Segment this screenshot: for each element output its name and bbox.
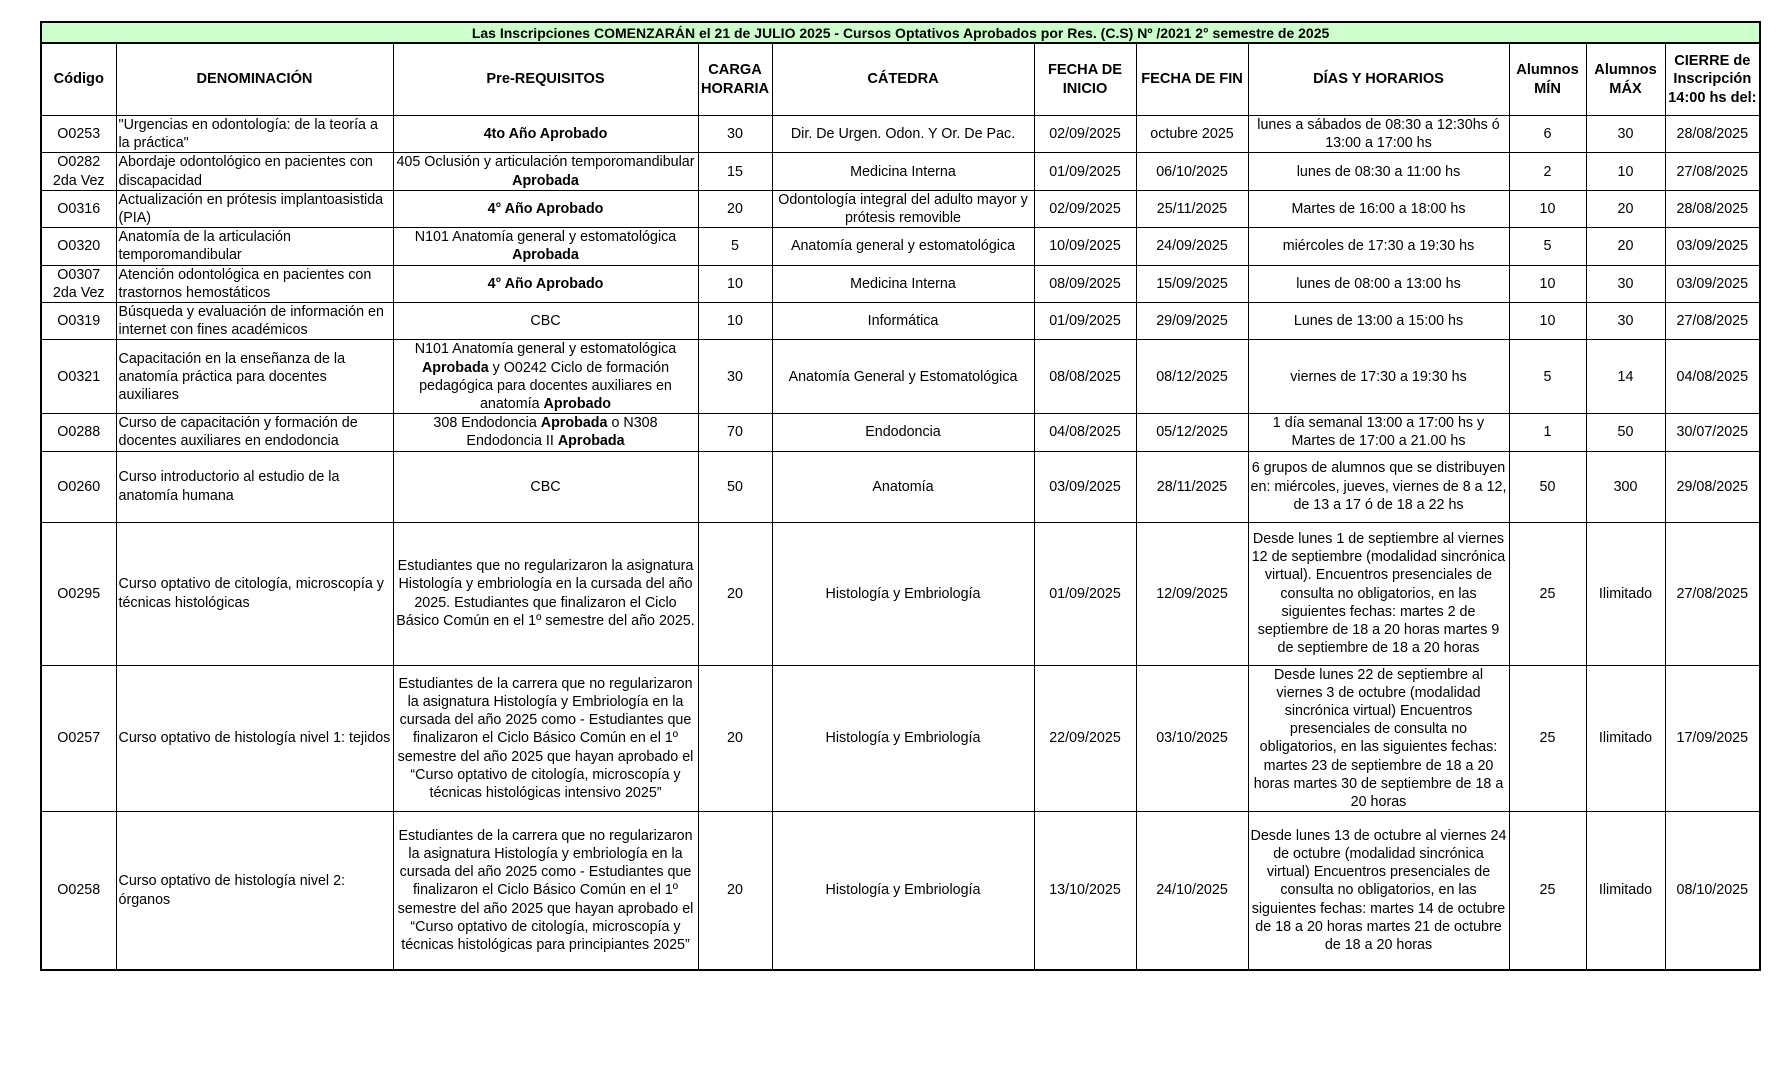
cell-carga-horaria: 30 (698, 340, 772, 414)
course-code-note: 2da Vez (52, 284, 105, 301)
cell-prerequisitos (393, 812, 698, 970)
cell-alumnos-min: 25 (1509, 665, 1586, 812)
course-code: O0307 (57, 266, 101, 283)
cell-fecha-fin: 08/12/2025 (1136, 340, 1248, 414)
prerequisite-text: Estudiantes que no regularizaron la asignatura Histología y embriología en la cursada del año 2025. Estudiantes que finalizaron el Ciclo Básico Común en el 1º semestre del año 2025. (396, 558, 695, 629)
cell-dias-horarios: Desde lunes 22 de septiembre al viernes 3 de octubre (modalidad sincrónica virtual) Encuentros presenciales de consulta no obligatorios, en las siguientes fechas: martes 23 de septiembre de 18 a 20 horas martes 30 de septiembre de 18 a 20 horas (1248, 665, 1509, 812)
prerequisite-text: CBC (530, 478, 561, 495)
course-code: O0319 (57, 313, 101, 330)
course-code: O0316 (57, 200, 101, 217)
cell-codigo (41, 265, 116, 302)
table-row (41, 451, 1760, 522)
course-code: O0258 (57, 882, 101, 899)
prerequisite-text: y O0242 Ciclo de formación pedagógica para docentes auxiliares en anatomía (419, 359, 672, 413)
course-code: O0288 (57, 424, 101, 441)
cell-fecha-inicio: 03/09/2025 (1034, 451, 1136, 522)
cell-carga-horaria: 20 (698, 522, 772, 665)
cell-carga-horaria: 20 (698, 665, 772, 812)
header-cierre (1665, 43, 1760, 116)
header-carga-line1: CARGA (708, 62, 762, 79)
cell-cierre: 03/09/2025 (1665, 228, 1760, 265)
header-prerequisitos: Pre-REQUISITOS (393, 43, 698, 116)
cell-codigo (41, 116, 116, 153)
cell-alumnos-max: 20 (1586, 190, 1665, 227)
cell-alumnos-max: Ilimitado (1586, 665, 1665, 812)
prerequisite-emphasis: 4° Año Aprobado (487, 275, 604, 292)
cell-carga-horaria: 10 (698, 303, 772, 340)
cell-prerequisitos (393, 116, 698, 153)
cell-denominacion: Abordaje odontológico en pacientes con discapacidad (116, 153, 393, 190)
cell-codigo (41, 451, 116, 522)
table-row (41, 153, 1760, 190)
cell-fecha-fin: 03/10/2025 (1136, 665, 1248, 812)
prerequisite-emphasis: Aprobada (557, 433, 625, 450)
cell-codigo (41, 665, 116, 812)
table-row (41, 116, 1760, 153)
cell-carga-horaria: 20 (698, 190, 772, 227)
cell-alumnos-min: 10 (1509, 265, 1586, 302)
cell-cierre: 28/08/2025 (1665, 116, 1760, 153)
header-cierre-line1: CIERRE de (1674, 53, 1751, 70)
cell-alumnos-max: 50 (1586, 414, 1665, 451)
table-row (41, 303, 1760, 340)
header-cierre-line3: 14:00 hs del: (1668, 89, 1757, 106)
header-cierre-line2: Inscripción (1673, 71, 1752, 88)
cell-alumnos-max: 300 (1586, 451, 1665, 522)
cell-cierre: 04/08/2025 (1665, 340, 1760, 414)
cell-codigo (41, 303, 116, 340)
cell-cierre: 29/08/2025 (1665, 451, 1760, 522)
cell-prerequisitos (393, 522, 698, 665)
cell-catedra: Odontología integral del adulto mayor y prótesis removible (772, 190, 1034, 227)
cell-denominacion: Búsqueda y evaluación de información en internet con fines académicos (116, 303, 393, 340)
header-min-line1: Alumnos (1516, 62, 1579, 79)
cell-fecha-inicio: 02/09/2025 (1034, 116, 1136, 153)
cell-prerequisitos (393, 414, 698, 451)
cell-alumnos-min: 10 (1509, 303, 1586, 340)
cell-denominacion: Curso optativo de histología nivel 1: tejidos (116, 665, 393, 812)
course-code: O0260 (57, 478, 101, 495)
cell-prerequisitos (393, 665, 698, 812)
cell-cierre: 27/08/2025 (1665, 153, 1760, 190)
header-denominacion: DENOMINACIÓN (116, 43, 393, 116)
cell-fecha-fin: 12/09/2025 (1136, 522, 1248, 665)
table-body (41, 116, 1760, 970)
prerequisite-emphasis: 4to Año Aprobado (483, 126, 608, 143)
course-code: O0321 (57, 368, 101, 385)
header-alumnos-max (1586, 43, 1665, 116)
cell-carga-horaria: 70 (698, 414, 772, 451)
header-carga-line2: HORARIA (700, 80, 770, 97)
prerequisite-text: Estudiantes de la carrera que no regularizaron la asignatura Histología y Embriología en la cursada del año 2025 como - Estudiantes que finalizaron el Ciclo Básico Común en el 1º semestre del año 2025 que hayan aprobado el “Curso optativo de citología, microscopía y técnicas histológicas intensivo 2025” (397, 675, 694, 801)
course-code: O0295 (57, 585, 101, 602)
cell-carga-horaria: 50 (698, 451, 772, 522)
cell-fecha-fin: 24/09/2025 (1136, 228, 1248, 265)
cell-carga-horaria: 5 (698, 228, 772, 265)
cell-alumnos-min: 25 (1509, 812, 1586, 970)
cell-dias-horarios: Martes de 16:00 a 18:00 hs (1248, 190, 1509, 227)
cell-catedra: Dir. De Urgen. Odon. Y Or. De Pac. (772, 116, 1034, 153)
cell-catedra: Histología y Embriología (772, 522, 1034, 665)
cell-denominacion: "Urgencias en odontología: de la teoría a la práctica" (116, 116, 393, 153)
cell-denominacion: Actualización en prótesis implantoasistida (PIA) (116, 190, 393, 227)
cell-carga-horaria: 10 (698, 265, 772, 302)
cell-cierre: 08/10/2025 (1665, 812, 1760, 970)
cell-carga-horaria: 30 (698, 116, 772, 153)
prerequisite-emphasis: Aprobada (421, 359, 489, 376)
cell-denominacion: Atención odontológica en pacientes con trastornos hemostáticos (116, 265, 393, 302)
prerequisite-text: Estudiantes de la carrera que no regularizaron la asignatura Histología y embriología en la cursada del año 2025 como - Estudiantes que finalizaron el Ciclo Básico Común en el 1º semestre del año 2025 que hayan aprobado el “Curso optativo de citología, microscopía y técnicas histológicas para principiantes 2025” (397, 827, 694, 954)
cell-cierre: 30/07/2025 (1665, 414, 1760, 451)
cell-denominacion: Curso optativo de histología nivel 2: órganos (116, 812, 393, 970)
cell-dias-horarios: 6 grupos de alumnos que se distribuyen en: miércoles, jueves, viernes de 8 a 12, de 13 a 17 ó de 18 a 22 hs (1248, 451, 1509, 522)
prerequisite-text: N101 Anatomía general y estomatológica (414, 341, 677, 358)
header-inicio-line1: FECHA DE (1047, 62, 1123, 79)
cell-denominacion: Curso optativo de citología, microscopía y técnicas histológicas (116, 522, 393, 665)
cell-dias-horarios: 1 día semanal 13:00 a 17:00 hs y Martes de 17:00 a 21.00 hs (1248, 414, 1509, 451)
cell-alumnos-min: 25 (1509, 522, 1586, 665)
prerequisite-text: 308 Endodoncia (433, 415, 541, 432)
cell-fecha-fin: 28/11/2025 (1136, 451, 1248, 522)
table-row (41, 190, 1760, 227)
course-code: O0320 (57, 238, 101, 255)
table-row (41, 414, 1760, 451)
cell-fecha-fin: 05/12/2025 (1136, 414, 1248, 451)
cell-prerequisitos (393, 451, 698, 522)
cell-carga-horaria: 20 (698, 812, 772, 970)
table-row (41, 812, 1760, 970)
header-catedra: CÁTEDRA (772, 43, 1034, 116)
cell-catedra: Anatomía General y Estomatológica (772, 340, 1034, 414)
cell-alumnos-min: 50 (1509, 451, 1586, 522)
cell-fecha-inicio: 10/09/2025 (1034, 228, 1136, 265)
cell-alumnos-max: 30 (1586, 303, 1665, 340)
cell-dias-horarios: viernes de 17:30 a 19:30 hs (1248, 340, 1509, 414)
cell-alumnos-max: Ilimitado (1586, 522, 1665, 665)
cell-codigo (41, 340, 116, 414)
cell-alumnos-min: 2 (1509, 153, 1586, 190)
header-max-line1: Alumnos (1594, 62, 1657, 79)
cell-carga-horaria: 15 (698, 153, 772, 190)
cell-dias-horarios: Lunes de 13:00 a 15:00 hs (1248, 303, 1509, 340)
cell-catedra: Histología y Embriología (772, 665, 1034, 812)
table-row (41, 522, 1760, 665)
cell-alumnos-min: 6 (1509, 116, 1586, 153)
header-fecha-fin: FECHA DE FIN (1136, 43, 1248, 116)
cell-dias-horarios: lunes de 08:30 a 11:00 hs (1248, 153, 1509, 190)
cell-cierre: 27/08/2025 (1665, 522, 1760, 665)
header-fecha-inicio (1034, 43, 1136, 116)
cell-fecha-inicio: 13/10/2025 (1034, 812, 1136, 970)
cell-catedra: Informática (772, 303, 1034, 340)
cell-prerequisitos (393, 303, 698, 340)
cell-prerequisitos (393, 228, 698, 265)
banner-title: Las Inscripciones COMENZARÁN el 21 de JULIO 2025 - Cursos Optativos Aprobados por Res. (C.S) Nº /2021 2° semestre de 2025 (41, 22, 1760, 43)
prerequisite-text: N101 Anatomía general y estomatológica (414, 229, 677, 246)
cell-fecha-inicio: 02/09/2025 (1034, 190, 1136, 227)
cell-catedra: Medicina Interna (772, 265, 1034, 302)
cell-fecha-inicio: 04/08/2025 (1034, 414, 1136, 451)
cell-alumnos-min: 1 (1509, 414, 1586, 451)
cell-dias-horarios: lunes a sábados de 08:30 a 12:30hs ó 13:00 a 17:00 hs (1248, 116, 1509, 153)
header-dias-horarios: DÍAS Y HORARIOS (1248, 43, 1509, 116)
cell-alumnos-max: 30 (1586, 265, 1665, 302)
cell-prerequisitos (393, 153, 698, 190)
cell-denominacion: Curso de capacitación y formación de docentes auxiliares en endodoncia (116, 414, 393, 451)
cell-cierre: 28/08/2025 (1665, 190, 1760, 227)
cell-cierre: 27/08/2025 (1665, 303, 1760, 340)
header-min-line2: MÍN (1534, 80, 1561, 97)
cell-alumnos-max: 10 (1586, 153, 1665, 190)
cell-fecha-inicio: 01/09/2025 (1034, 153, 1136, 190)
course-code: O0253 (57, 126, 101, 143)
course-code: O0282 (57, 154, 101, 171)
cell-fecha-inicio: 22/09/2025 (1034, 665, 1136, 812)
header-inicio-line2: INICIO (1062, 80, 1108, 97)
prerequisite-emphasis: Aprobada (512, 247, 579, 264)
cell-fecha-fin: 24/10/2025 (1136, 812, 1248, 970)
cell-codigo (41, 228, 116, 265)
cell-denominacion: Curso introductorio al estudio de la anatomía humana (116, 451, 393, 522)
cell-codigo (41, 190, 116, 227)
cell-prerequisitos (393, 340, 698, 414)
cell-alumnos-max: 20 (1586, 228, 1665, 265)
cell-dias-horarios: lunes de 08:00 a 13:00 hs (1248, 265, 1509, 302)
cell-catedra: Medicina Interna (772, 153, 1034, 190)
cell-prerequisitos (393, 190, 698, 227)
course-code: O0257 (57, 730, 101, 747)
prerequisite-emphasis: Aprobada (512, 172, 579, 189)
header-codigo: Código (41, 43, 116, 116)
cell-fecha-fin: 06/10/2025 (1136, 153, 1248, 190)
cell-prerequisitos (393, 265, 698, 302)
cell-catedra: Endodoncia (772, 414, 1034, 451)
table-row (41, 265, 1760, 302)
cell-denominacion: Anatomía de la articulación temporomandibular (116, 228, 393, 265)
cell-denominacion: Capacitación en la enseñanza de la anatomía práctica para docentes auxiliares (116, 340, 393, 414)
cell-fecha-inicio: 01/09/2025 (1034, 303, 1136, 340)
cell-fecha-fin: octubre 2025 (1136, 116, 1248, 153)
cell-cierre: 17/09/2025 (1665, 665, 1760, 812)
table-row (41, 340, 1760, 414)
cell-codigo (41, 414, 116, 451)
table-row (41, 228, 1760, 265)
cell-catedra: Histología y Embriología (772, 812, 1034, 970)
courses-table (40, 21, 1761, 971)
prerequisite-emphasis: 4° Año Aprobado (487, 200, 604, 217)
prerequisite-text: 405 Oclusión y articulación temporomandibular (396, 154, 695, 171)
cell-alumnos-min: 10 (1509, 190, 1586, 227)
prerequisite-emphasis: Aprobado (543, 396, 612, 413)
header-carga-horaria (698, 43, 772, 116)
prerequisite-emphasis: Aprobada (540, 415, 608, 432)
cell-cierre: 03/09/2025 (1665, 265, 1760, 302)
cell-alumnos-max: 14 (1586, 340, 1665, 414)
cell-codigo (41, 812, 116, 970)
cell-fecha-fin: 29/09/2025 (1136, 303, 1248, 340)
cell-alumnos-max: Ilimitado (1586, 812, 1665, 970)
cell-fecha-inicio: 08/08/2025 (1034, 340, 1136, 414)
cell-alumnos-min: 5 (1509, 340, 1586, 414)
cell-catedra: Anatomía (772, 451, 1034, 522)
header-alumnos-min (1509, 43, 1586, 116)
cell-alumnos-min: 5 (1509, 228, 1586, 265)
cell-fecha-fin: 15/09/2025 (1136, 265, 1248, 302)
table-row (41, 665, 1760, 812)
course-code-note: 2da Vez (52, 172, 105, 189)
cell-fecha-inicio: 01/09/2025 (1034, 522, 1136, 665)
cell-catedra: Anatomía general y estomatológica (772, 228, 1034, 265)
cell-codigo (41, 522, 116, 665)
prerequisite-text: o N308 Endodoncia II (466, 415, 658, 450)
cell-codigo (41, 153, 116, 190)
cell-dias-horarios: Desde lunes 1 de septiembre al viernes 12 de septiembre (modalidad sincrónica virtual). Encuentros presenciales de consulta no obligatorios, en las siguientes fechas: martes 2 de septiembre de 18 a 20 horas martes 9 de septiembre de 18 a 20 horas (1248, 522, 1509, 665)
cell-fecha-fin: 25/11/2025 (1136, 190, 1248, 227)
prerequisite-text: CBC (530, 313, 561, 330)
cell-dias-horarios: miércoles de 17:30 a 19:30 hs (1248, 228, 1509, 265)
cell-dias-horarios: Desde lunes 13 de octubre al viernes 24 de octubre (modalidad sincrónica virtual) Encuentros presenciales de consulta no obligatorios, en las siguientes fechas: martes 14 de octubre de 18 a 20 horas martes 21 de octubre de 18 a 20 horas (1248, 812, 1509, 970)
cell-fecha-inicio: 08/09/2025 (1034, 265, 1136, 302)
header-max-line2: MÁX (1609, 80, 1642, 97)
cell-alumnos-max: 30 (1586, 116, 1665, 153)
